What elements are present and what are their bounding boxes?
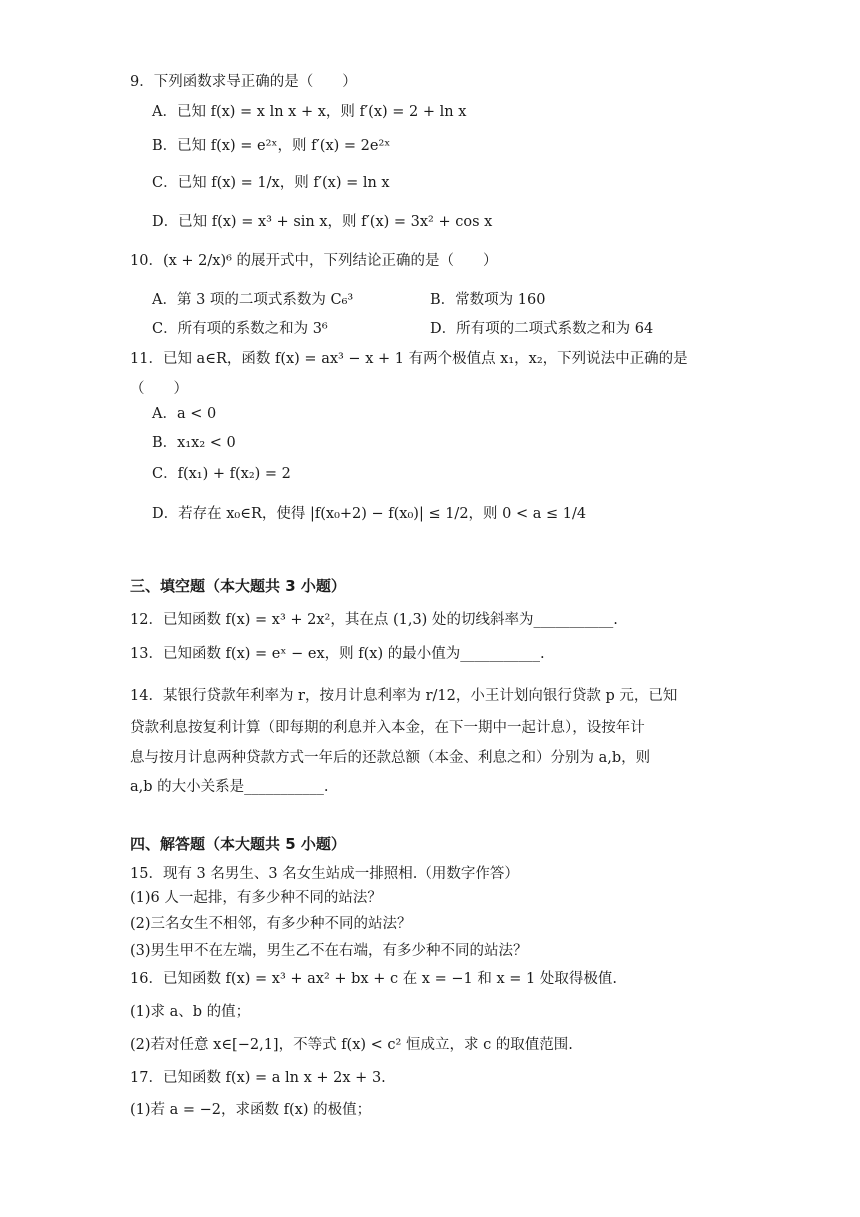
question-15-part-2: (2)三名女生不相邻，有多少种不同的站法？ xyxy=(130,916,412,932)
q10-option-b: B．常数项为 160 xyxy=(430,292,546,308)
section-4-heading: 四、解答题（本大题共 5 小题） xyxy=(130,835,346,853)
question-14-line-1: 14．某银行贷款年利率为 r，按月计息利率为 r/12，小王计划向银行贷款 p 元，已知 xyxy=(130,688,678,704)
question-9: 9．下列函数求导正确的是（ ） xyxy=(130,74,357,90)
question-11: 11．已知 a∈R，函数 f(x) = ax³ − x + 1 有两个极值点 x₁，x₂，下列说法中正确的是 xyxy=(130,351,688,367)
q9-option-c: C．已知 f(x) = 1/x，则 f′(x) = ln x xyxy=(152,175,390,191)
question-12: 12．已知函数 f(x) = x³ + 2x²，其在点 (1,3) 处的切线斜率为___________. xyxy=(130,612,618,628)
question-16: 16．已知函数 f(x) = x³ + ax² + bx + c 在 x = −1 和 x = 1 处取得极值. xyxy=(130,971,617,987)
q9-option-b: B．已知 f(x) = e²ˣ，则 f′(x) = 2e²ˣ xyxy=(152,138,391,154)
q11-option-a: A．a < 0 xyxy=(152,406,217,422)
question-15-part-1: (1)6 人一起排，有多少种不同的站法？ xyxy=(130,890,382,906)
q9-option-d: D．已知 f(x) = x³ + sin x，则 f′(x) = 3x² + cos x xyxy=(152,214,493,230)
q10-option-a: A．第 3 项的二项式系数为 C₆³ xyxy=(152,292,354,308)
question-14-line-3: 息与按月计息两种贷款方式一年后的还款总额（本金、利息之和）分别为 a,b，则 xyxy=(130,750,651,766)
q11-paren: （ ） xyxy=(130,381,188,397)
question-15: 15．现有 3 名男生、3 名女生站成一排照相.（用数字作答） xyxy=(130,866,519,882)
question-16-part-1: (1)求 a、b 的值； xyxy=(130,1004,251,1020)
q11-option-b: B．x₁x₂ < 0 xyxy=(152,435,236,451)
section-3-heading: 三、填空题（本大题共 3 小题） xyxy=(130,577,346,595)
q9-option-a: A．已知 f(x) = x ln x + x，则 f′(x) = 2 + ln x xyxy=(152,104,467,120)
q11-option-c: C．f(x₁) + f(x₂) = 2 xyxy=(152,466,291,482)
question-15-part-3: (3)男生甲不在左端，男生乙不在右端，有多少种不同的站法？ xyxy=(130,943,528,959)
question-14-line-2: 贷款利息按复利计算（即每期的利息并入本金，在下一期中一起计息），设按年计 xyxy=(130,720,645,736)
question-10: 10．(x + 2/x)⁶ 的展开式中，下列结论正确的是（ ） xyxy=(130,253,498,269)
q11-option-d: D．若存在 x₀∈R，使得 |f(x₀+2) − f(x₀)| ≤ 1/2，则 0 < a ≤ 1/4 xyxy=(152,506,587,522)
question-16-part-2: (2)若对任意 x∈[−2,1]，不等式 f(x) < c² 恒成立，求 c 的取值范围. xyxy=(130,1037,573,1053)
question-14-line-4: a,b 的大小关系是___________. xyxy=(130,779,329,795)
question-17-part-1: (1)若 a = −2，求函数 f(x) 的极值； xyxy=(130,1102,372,1118)
q10-option-d: D．所有项的二项式系数之和为 64 xyxy=(430,321,654,337)
q10-option-c: C．所有项的系数之和为 3⁶ xyxy=(152,321,328,337)
question-17: 17．已知函数 f(x) = a ln x + 2x + 3. xyxy=(130,1070,386,1086)
question-13: 13．已知函数 f(x) = eˣ − ex，则 f(x) 的最小值为___________. xyxy=(130,646,545,662)
